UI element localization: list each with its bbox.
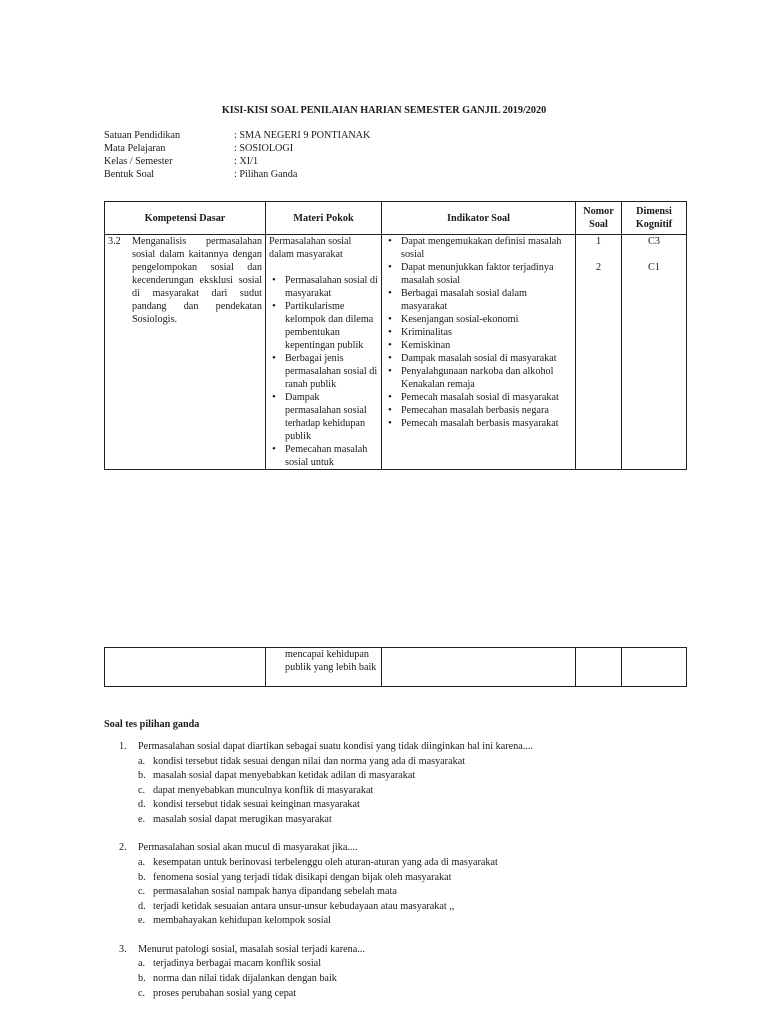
nomor-soal-value: 1 xyxy=(595,236,602,247)
meta-row-satuan xyxy=(104,129,370,142)
option-letter: d. xyxy=(138,799,146,811)
answer-option xyxy=(138,784,719,799)
answer-option xyxy=(138,769,719,784)
option-letter: b. xyxy=(138,871,146,883)
option-letter: c. xyxy=(138,987,146,999)
meta-value: : SMA NEGERI 9 PONTIANAK xyxy=(234,130,371,141)
indikator-item: • Kemiskinan xyxy=(385,339,572,352)
option-letter: b. xyxy=(138,973,146,985)
option-text: membahayakan kehidupan kelompok sosial xyxy=(153,915,331,927)
table-row xyxy=(105,648,687,687)
meta-row-mapel xyxy=(104,142,370,155)
document-title: KISI-KISI SOAL PENILAIAN HARIAN SEMESTER GANJIL 2019/2020 xyxy=(221,105,547,116)
meta-row-bentuk xyxy=(104,168,370,181)
question-stem: Permasalahan sosial dapat diartikan sebagai suatu kondisi yang tidak diinginkan hal ini karena.... xyxy=(138,741,533,752)
option-text: terjadi ketidak sesuaian antara unsur-unsur kebudayaan atau masyarakat ,, xyxy=(153,900,455,912)
indikator-item: • Pemecah masalah berbasis masyarakat xyxy=(385,417,572,430)
option-letter: e. xyxy=(138,915,146,927)
question-item xyxy=(119,943,719,1001)
answer-option xyxy=(138,798,719,813)
question-item xyxy=(119,740,719,827)
indikator-item: • Kesenjangan sosial-ekonomi xyxy=(385,313,572,326)
section-heading: Soal tes pilihan ganda xyxy=(104,719,200,730)
answer-option xyxy=(138,972,719,987)
kisi-kisi-table-continuation xyxy=(104,647,687,687)
nomor-soal-cell xyxy=(576,235,622,470)
table-header-row xyxy=(105,202,687,235)
option-text: norma dan nilai tidak dijalankan dengan baik xyxy=(153,973,337,985)
kd-text: Menganalisis permasalahan sosial dalam kaitannya dengan pengelompokan sosial dan kecenderungan eksklusi sosial di masyarakat dari sudut pandang dan pendekatan Sosiologis. xyxy=(132,236,262,325)
answer-option xyxy=(138,914,719,929)
meta-label: Mata Pelajaran xyxy=(104,143,166,154)
option-text: fenomena sosial yang terjadi tidak disikapi dengan bijak oleh masyarakat xyxy=(153,871,452,883)
option-letter: c. xyxy=(138,886,146,898)
answer-option xyxy=(138,755,719,770)
option-letter: a. xyxy=(138,755,146,767)
materi-item: • Pemecahan masalah sosial untuk xyxy=(269,443,378,469)
kd-number: 3.2 xyxy=(108,236,121,247)
option-text: kondisi tersebut tidak sesuai keinginan masyarakat xyxy=(153,799,360,811)
indikator-item: • Penyalahgunaan narkoba dan alkohol Kenakalan remaja xyxy=(385,365,572,391)
meta-value: : SOSIOLOGI xyxy=(234,143,294,154)
header-kompetensi-dasar: Kompetensi Dasar xyxy=(105,202,266,235)
answer-option xyxy=(138,957,719,972)
materi-pokok-cell xyxy=(266,235,382,470)
option-letter: e. xyxy=(138,813,146,825)
indikator-item: • Dapat menunjukkan faktor terjadinya masalah sosial xyxy=(385,261,572,287)
materi-item: • Dampak permasalahan sosial terhadap kehidupan publik xyxy=(269,391,378,443)
header-nomor-soal: Nomor Soal xyxy=(576,202,622,235)
indikator-item: • Dampak masalah sosial di masyarakat xyxy=(385,352,572,365)
option-text: proses perubahan sosial yang cepat xyxy=(153,987,297,999)
header-dimensi-kognitif: Dimensi Kognitif xyxy=(622,202,687,235)
materi-pokok-cell xyxy=(266,648,382,687)
dimensi-kognitif-cell xyxy=(622,235,687,470)
option-text: kondisi tersebut tidak sesuai dengan nilai dan norma yang ada di masyarakat xyxy=(153,755,466,767)
question-number: 1. xyxy=(119,741,127,752)
indikator-list xyxy=(385,235,572,430)
indikator-soal-cell xyxy=(382,235,576,470)
option-letter: a. xyxy=(138,856,146,868)
indikator-item: • Dapat mengemukakan definisi masalah sosial xyxy=(385,235,572,261)
meta-label: Bentuk Soal xyxy=(104,169,155,180)
meta-row-kelas xyxy=(104,155,370,168)
kompetensi-dasar-cell xyxy=(105,648,266,687)
meta-value: : Pilihan Ganda xyxy=(234,169,298,180)
materi-list xyxy=(269,274,378,469)
dimensi-value: C1 xyxy=(648,262,660,273)
option-letter: b. xyxy=(138,770,146,782)
answer-option xyxy=(138,871,719,886)
kompetensi-dasar-cell xyxy=(105,235,266,470)
option-text: permasalahan sosial nampak hanya dipandang sebelah mata xyxy=(153,886,397,898)
meta-value: : XI/1 xyxy=(234,156,259,167)
materi-item: • Partikularisme kelompok dan dilema pembentukan kepentingan publik xyxy=(269,300,378,352)
option-text: masalah sosial dapat merugikan masyarakat xyxy=(153,813,332,825)
indikator-soal-cell xyxy=(382,648,576,687)
question-item xyxy=(119,841,719,928)
table-row xyxy=(105,235,687,470)
indikator-item: • Kriminalitas xyxy=(385,326,572,339)
answer-option xyxy=(138,856,719,871)
option-letter: c. xyxy=(138,784,146,796)
question-stem: Permasalahan sosial akan mucul di masyarakat jika.... xyxy=(138,842,358,854)
answer-option xyxy=(138,900,719,915)
meta-label: Satuan Pendidikan xyxy=(104,130,181,141)
question-number: 3. xyxy=(119,943,127,955)
answer-option xyxy=(138,987,719,1002)
materi-item: • Permasalahan sosial di masyarakat xyxy=(269,274,378,300)
materi-item: • Berbagai jenis permasalahan sosial di ranah publik xyxy=(269,352,378,391)
kisi-kisi-table xyxy=(104,201,687,470)
indikator-item: • Pemecah masalah sosial di masyarakat xyxy=(385,391,572,404)
question-stem: Menurut patologi sosial, masalah sosial terjadi karena... xyxy=(138,943,365,955)
dimensi-value: C3 xyxy=(648,236,660,247)
nomor-soal-value: 2 xyxy=(595,262,602,273)
header-indikator-soal: Indikator Soal xyxy=(382,202,576,235)
indikator-item: • Berbagai masalah sosial dalam masyarakat xyxy=(385,287,572,313)
answer-option xyxy=(138,885,719,900)
option-text: dapat menyebabkan munculnya konflik di masyarakat xyxy=(153,784,374,796)
materi-continuation: mencapai kehidupan publik yang lebih baik xyxy=(285,649,377,673)
meta-label: Kelas / Semester xyxy=(104,156,173,167)
dimensi-kognitif-cell xyxy=(622,648,687,687)
option-letter: a. xyxy=(138,958,146,970)
materi-intro: Permasalahan sosial dalam masyarakat xyxy=(269,236,352,260)
question-number: 2. xyxy=(119,842,127,854)
document-meta xyxy=(104,129,370,181)
nomor-soal-cell xyxy=(576,648,622,687)
header-materi-pokok: Materi Pokok xyxy=(266,202,382,235)
answer-option xyxy=(138,813,719,828)
option-text: kesempatan untuk berinovasi terbelenggu oleh aturan-aturan yang ada di masyarakat xyxy=(153,856,498,868)
question-list xyxy=(119,740,719,1015)
option-letter: d. xyxy=(138,900,146,912)
indikator-item: • Pemecahan masalah berbasis negara xyxy=(385,404,572,417)
option-text: masalah sosial dapat menyebabkan ketidak adilan di masyarakat xyxy=(153,770,416,782)
option-text: terjadinya berbagai macam konflik sosial xyxy=(153,958,322,970)
